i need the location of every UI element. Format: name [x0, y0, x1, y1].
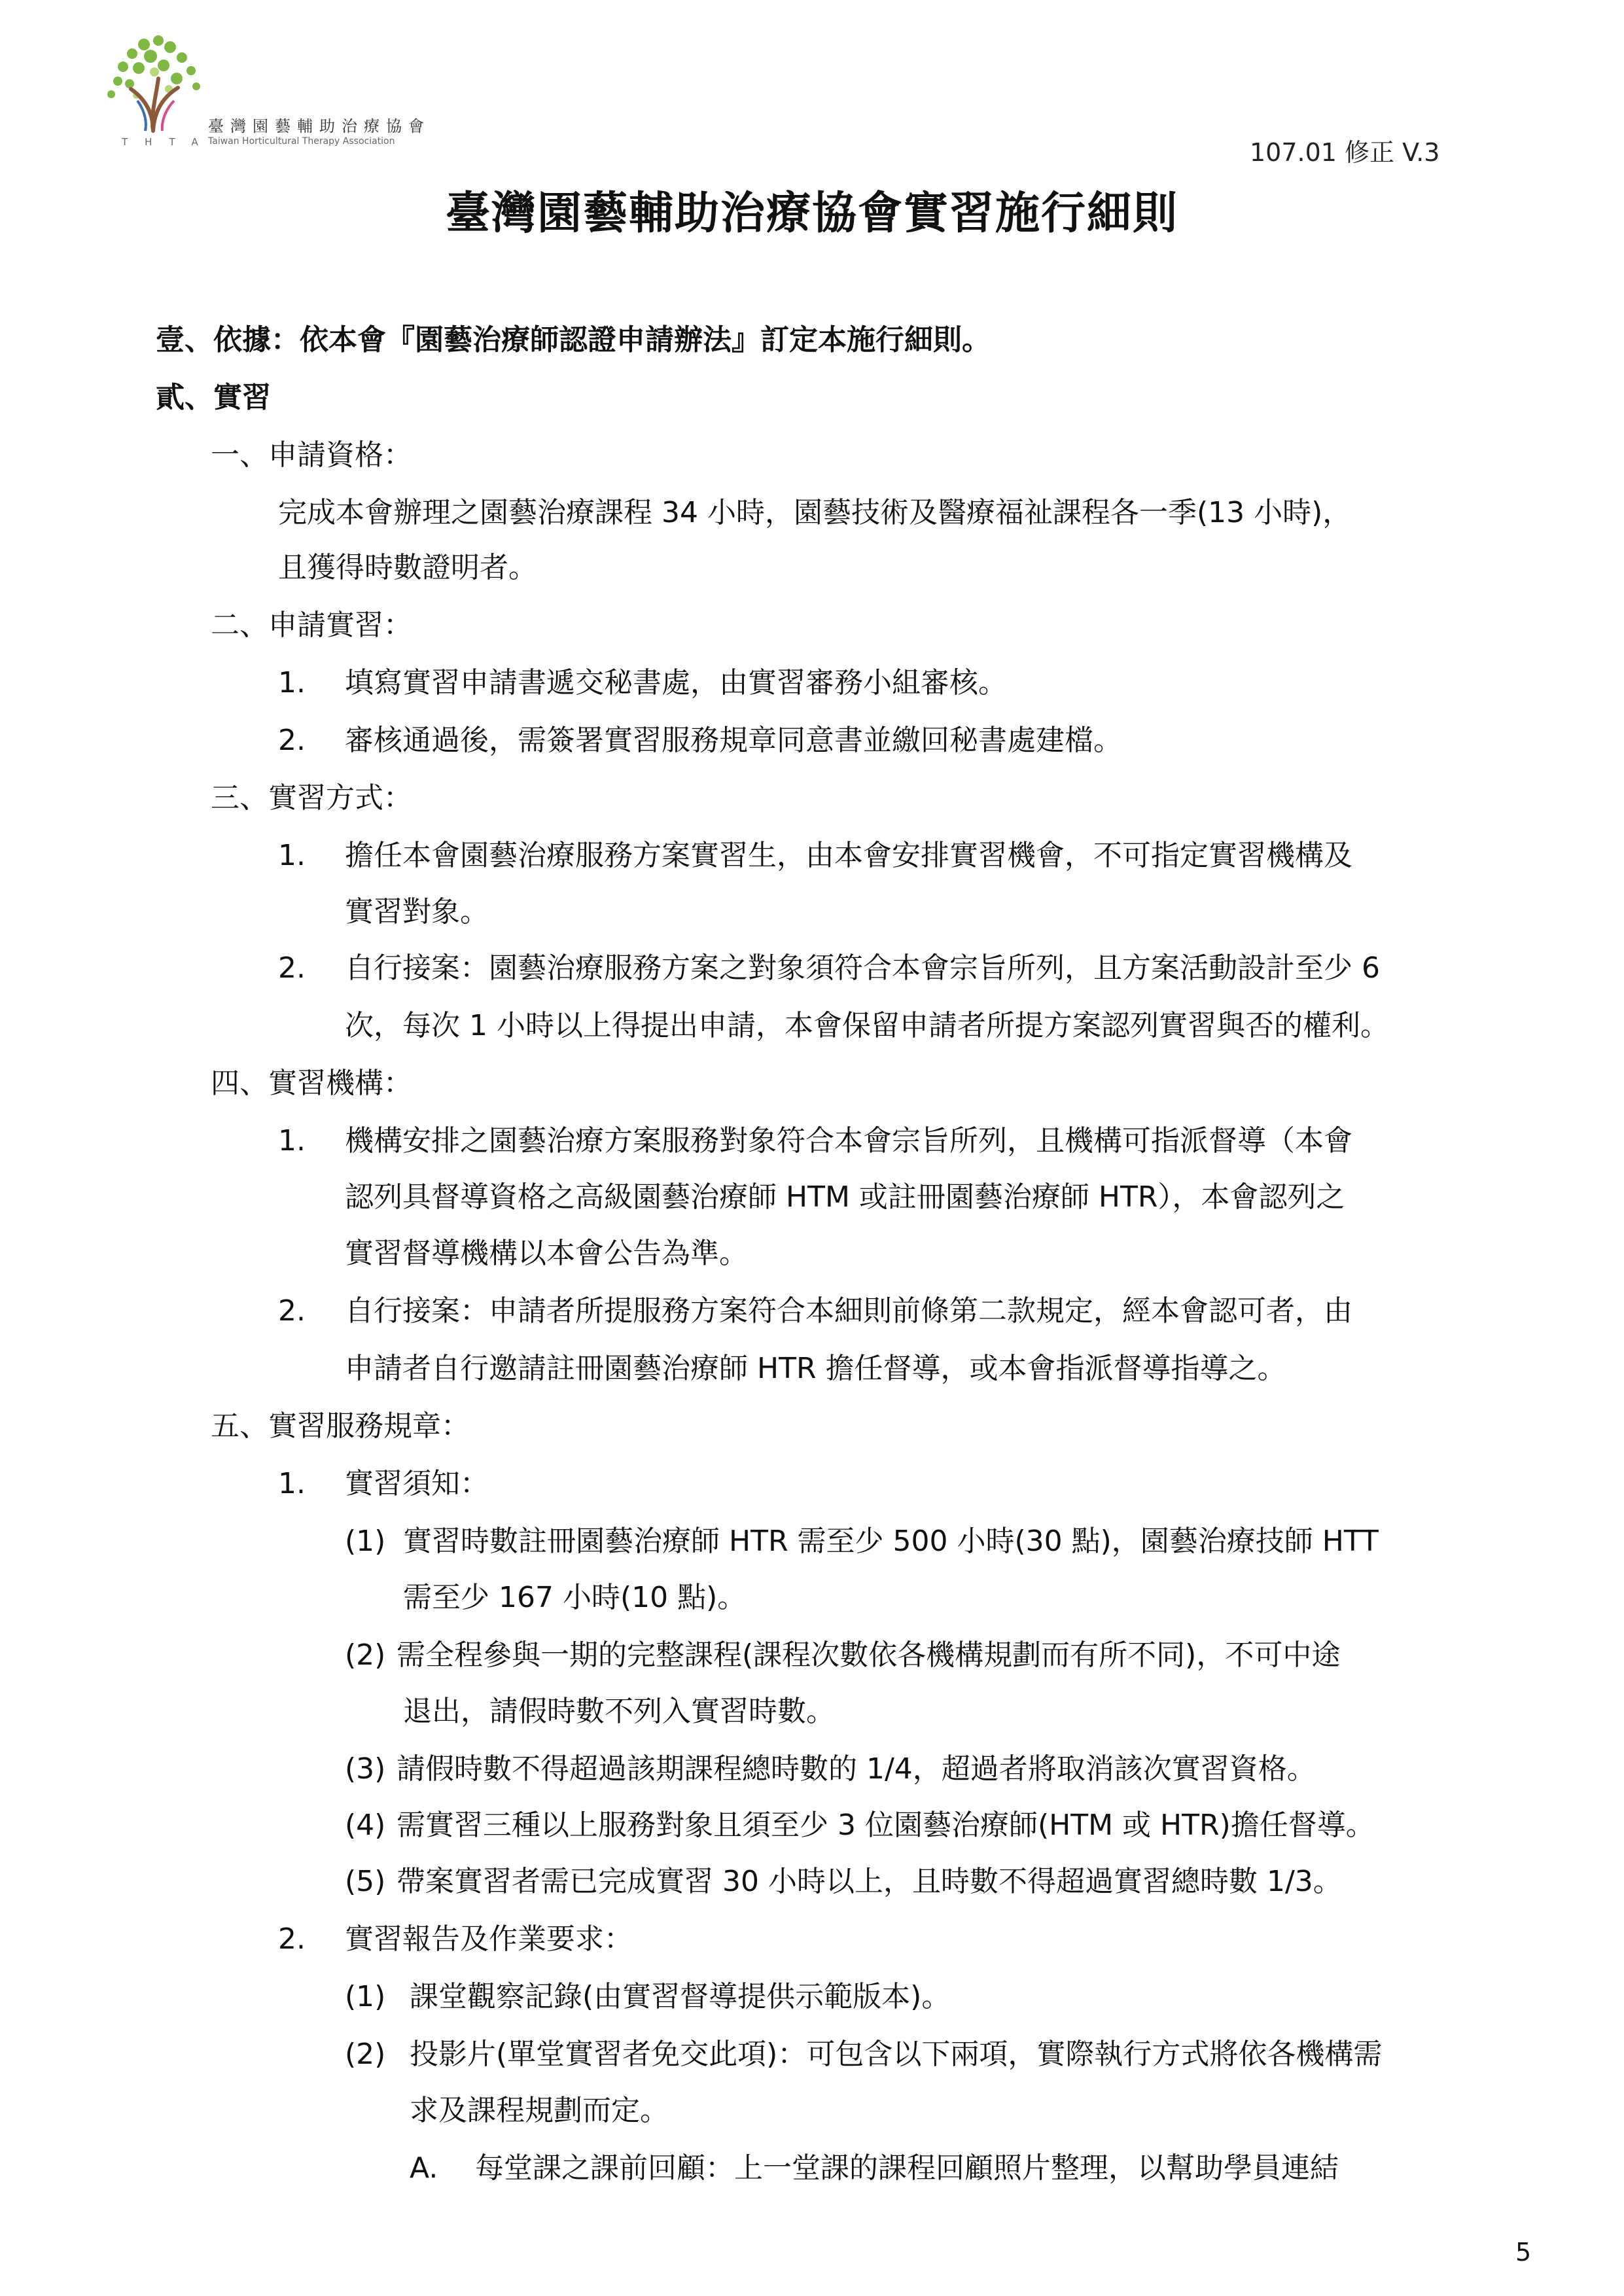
list-number: 1. — [278, 666, 306, 699]
sub-list-number: (1) — [345, 1525, 386, 1558]
sub-list-number: (2) — [345, 2038, 386, 2071]
list-item-continued: 次，每次 1 小時以上得提出申請，本會保留申請者所提方案認列實習與否的權利。 — [345, 1009, 1389, 1042]
list-number: 1. — [278, 1124, 306, 1157]
sub-list-item: 請假時數不得超過該期課程總時數的 1/4，超過者將取消該次實習資格。 — [397, 1752, 1316, 1786]
list-item: 自行接案：申請者所提服務方案符合本細則前條第二款規定，經本會認可者，由 — [345, 1294, 1352, 1328]
heading-application: 二、申請實習： — [211, 609, 412, 642]
list-item: 自行接案：園藝治療服務方案之對象須符合本會宗旨所列，且方案活動設計至少 6 — [345, 951, 1380, 985]
heading-method: 三、實習方式： — [211, 781, 412, 815]
list-item-continued: 實習對象。 — [345, 895, 489, 928]
sub-list-number: (1) — [345, 1980, 386, 2013]
list-item: 實習報告及作業要求： — [345, 1922, 633, 1956]
sub-sub-list-item: 每堂課之課前回顧：上一堂課的課程回顧照片整理，以幫助學員連結 — [475, 2151, 1339, 2185]
list-item: 機構安排之園藝治療方案服務對象符合本會宗旨所列，且機構可指派督導（本會 — [345, 1124, 1352, 1157]
document-title: 臺灣園藝輔助治療協會實習施行細則 — [445, 188, 1178, 239]
paragraph-line: 且獲得時數證明者。 — [278, 551, 537, 584]
list-item: 填寫實習申請書遞交秘書處，由實習審務小組審核。 — [345, 666, 1007, 699]
sub-list-item: 實習時數註冊園藝治療師 HTR 需至少 500 小時(30 點)，園藝治療技師 HTT — [403, 1525, 1379, 1558]
list-number: 2. — [278, 724, 306, 757]
org-name-en: Taiwan Horticultural Therapy Association — [208, 136, 395, 147]
page-number: 5 — [1515, 2238, 1532, 2267]
heading-institution: 四、實習機構： — [211, 1067, 412, 1100]
sub-list-number: (4) — [345, 1809, 386, 1842]
heading-eligibility: 一、申請資格： — [211, 438, 412, 472]
org-abbr: THTA — [122, 136, 215, 148]
list-item-continued: 申請者自行邀請註冊園藝治療師 HTR 擔任督導，或本會指派督導指導之。 — [345, 1352, 1286, 1385]
sub-list-number: (2) — [345, 1638, 386, 1672]
sub-list-item-continued: 求及課程規劃而定。 — [410, 2094, 669, 2127]
sub-list-item: 需全程參與一期的完整課程(課程次數依各機構規劃而有所不同)，不可中途 — [397, 1638, 1341, 1672]
version-label: 107.01 修正 V.3 — [1250, 138, 1440, 167]
list-number: 1. — [278, 1467, 306, 1500]
sub-list-number: (3) — [345, 1752, 386, 1786]
list-number: 1. — [278, 839, 306, 872]
list-item-continued: 認列具督導資格之高級園藝治療師 HTM 或註冊園藝治療師 HTR），本會認列之 — [345, 1180, 1345, 1214]
sub-sub-list-letter: A. — [410, 2151, 438, 2185]
sub-list-item: 帶案實習者需已完成實習 30 小時以上，且時數不得超過實習總時數 1/3。 — [397, 1865, 1342, 1898]
sub-list-number: (5) — [345, 1865, 386, 1898]
sub-list-item: 需實習三種以上服務對象且須至少 3 位園藝治療師(HTM 或 HTR)擔任督導。 — [397, 1809, 1375, 1842]
sub-list-item: 投影片(單堂實習者免交此項)：可包含以下兩項，實際執行方式將依各機構需 — [410, 2038, 1383, 2071]
list-item: 實習須知： — [345, 1467, 489, 1500]
list-number: 2. — [278, 1294, 306, 1328]
list-number: 2. — [278, 1922, 306, 1956]
paragraph-line: 完成本會辦理之園藝治療課程 34 小時，園藝技術及醫療福祉課程各一季(13 小時)， — [278, 496, 1352, 529]
sub-list-item: 課堂觀察記錄(由實習督導提供示範版本)。 — [410, 1980, 951, 2013]
section-internship: 貳、實習 — [156, 381, 271, 414]
section-basis: 壹、依據：依本會『園藝治療師認證申請辦法』訂定本施行細則。 — [156, 323, 991, 357]
list-item: 擔任本會園藝治療服務方案實習生，由本會安排實習機會，不可指定實習機構及 — [345, 839, 1352, 872]
heading-service-rules: 五、實習服務規章： — [211, 1409, 470, 1443]
list-number: 2. — [278, 951, 306, 985]
list-item: 審核通過後，需簽署實習服務規章同意書並繳回秘書處建檔。 — [345, 724, 1122, 757]
tree-logo-icon — [98, 33, 209, 137]
sub-list-item-continued: 需至少 167 小時(10 點)。 — [403, 1581, 747, 1614]
org-name-zh: 臺灣園藝輔助治療協會 — [208, 117, 431, 135]
list-item-continued: 實習督導機構以本會公告為準。 — [345, 1237, 748, 1270]
sub-list-item-continued: 退出，請假時數不列入實習時數。 — [403, 1695, 835, 1728]
